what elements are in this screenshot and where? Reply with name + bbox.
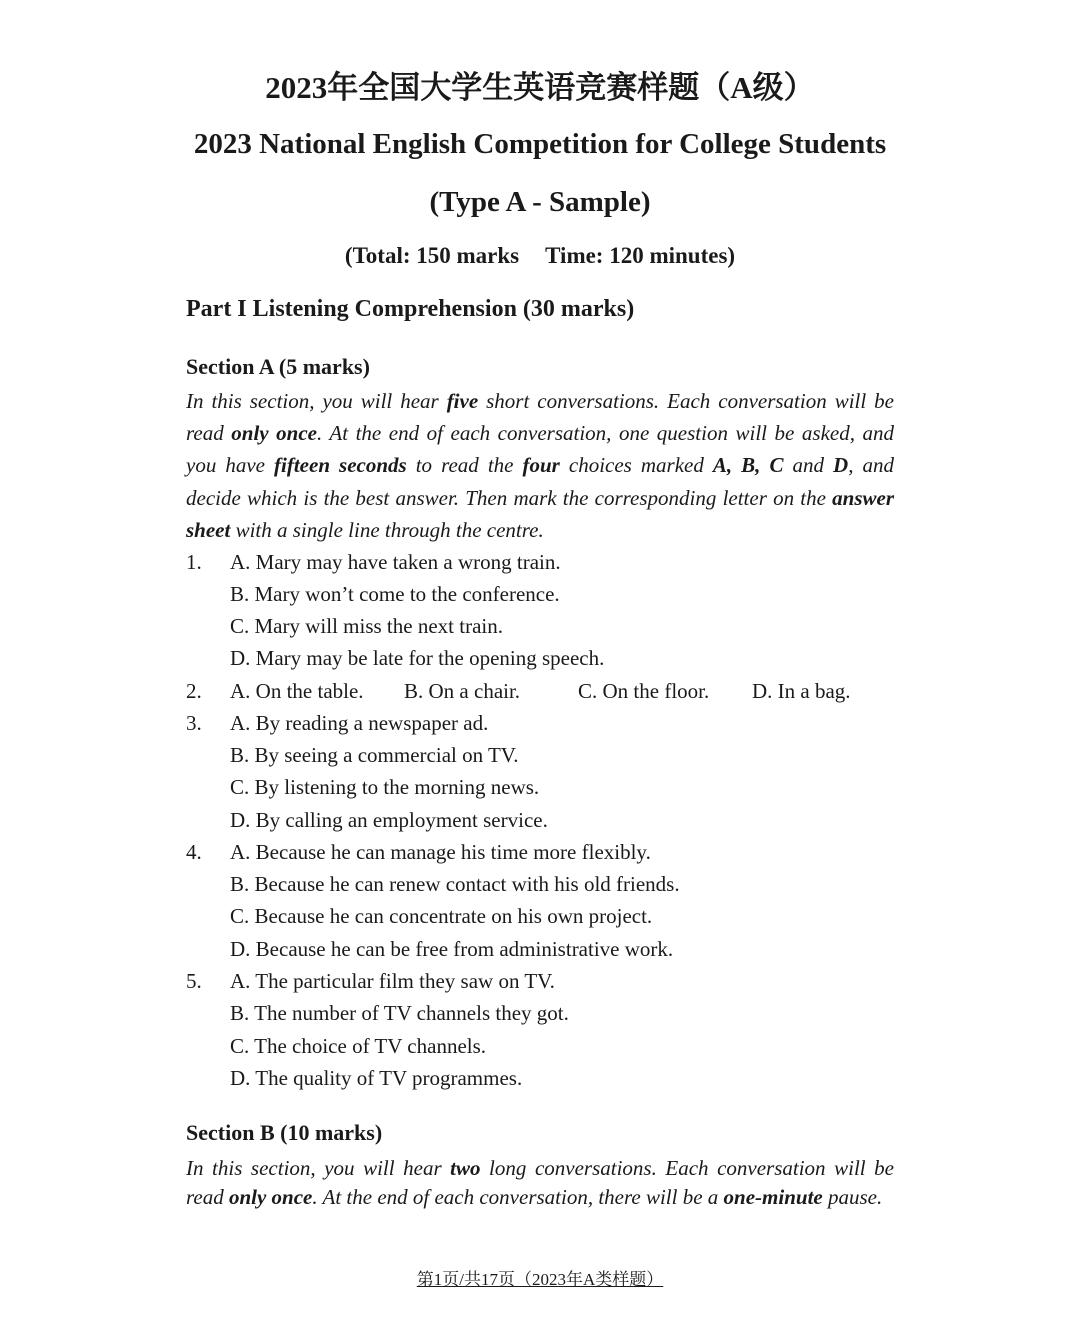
answer-option: B. The number of TV channels they got.: [230, 1001, 569, 1025]
answer-option: D. Because he can be free from administrative work.: [230, 937, 674, 961]
answer-option: D. In a bag.: [752, 679, 851, 703]
instr-emphasis: four: [522, 453, 560, 478]
question-number: 3.: [186, 711, 202, 735]
instr-text: . At the end of each conversation, there will be a: [312, 1185, 724, 1209]
answer-option: C. On the floor.: [578, 679, 710, 703]
instr-text: long conversations. Each conversation will be read: [186, 1156, 894, 1209]
instr-text: pause.: [822, 1185, 883, 1209]
instr-text: In this section, you will hear: [186, 1156, 451, 1180]
instr-emphasis: answer sheet: [186, 485, 894, 542]
instr-text: choices marked: [559, 453, 713, 478]
question-number: 1.: [186, 550, 202, 574]
instr-text: with a single line through the centre.: [230, 517, 544, 542]
page-footer: 第1页/共17页（2023年A类样题）: [416, 1270, 664, 1289]
instr-emphasis: only once: [228, 1185, 313, 1209]
section-b-heading: Section B (10 marks): [186, 1120, 383, 1145]
answer-option: A. Mary may have taken a wrong train.: [230, 550, 561, 574]
instr-emphasis: fifteen seconds: [274, 453, 407, 478]
section-a-instructions: [186, 385, 894, 546]
question-number: 5.: [186, 969, 202, 993]
instr-emphasis: five: [446, 389, 479, 413]
answer-option: B. Because he can renew contact with his old friends.: [230, 872, 680, 896]
total-marks: (Total: 150 marks: [344, 243, 520, 268]
answer-option: C. Because he can concentrate on his own project.: [230, 904, 653, 928]
instr-emphasis: A, B, C: [712, 453, 784, 478]
answer-option: B. On a chair.: [404, 679, 521, 703]
answer-option: B. Mary won’t come to the conference.: [230, 582, 560, 606]
answer-option: C. Mary will miss the next train.: [230, 614, 503, 638]
answer-option: A. On the table.: [230, 679, 364, 703]
answer-option: A. Because he can manage his time more flexibly.: [230, 840, 651, 864]
question-number: 2.: [186, 679, 202, 703]
question-number: 4.: [186, 840, 202, 864]
answer-option: D. The quality of TV programmes.: [230, 1066, 523, 1090]
instr-emphasis: one-minute: [723, 1185, 823, 1209]
instr-text: to read the: [406, 453, 523, 478]
instr-text: , and decide which is the best answer. Then mark the corresponding letter on the: [186, 453, 894, 510]
answer-option: C. The choice of TV channels.: [230, 1034, 487, 1058]
instr-emphasis: D: [833, 453, 849, 478]
title-chinese: 2023年全国大学生英语竞赛样题（A级）: [265, 70, 815, 105]
exam-meta: [0, 243, 1080, 269]
instr-emphasis: two: [450, 1156, 481, 1180]
answer-option: C. By listening to the morning news.: [230, 775, 540, 799]
answer-option: A. The particular film they saw on TV.: [230, 969, 555, 993]
part-heading: Part I Listening Comprehension (30 marks): [186, 296, 635, 322]
section-a-heading: Section A (5 marks): [186, 354, 370, 379]
answer-option: B. By seeing a commercial on TV.: [230, 743, 519, 767]
answer-option: A. By reading a newspaper ad.: [230, 711, 489, 735]
time-limit: Time: 120 minutes): [545, 243, 736, 268]
instr-emphasis: only once: [231, 421, 317, 446]
instr-text: short conversations. Each conversation will be read: [186, 389, 894, 446]
title-type: (Type A - Sample): [429, 186, 651, 218]
title-english: 2023 National English Competition for College Students: [193, 128, 887, 160]
instr-text: In this section, you will hear: [186, 389, 447, 413]
instr-text: . At the end of each conversation, one question will be asked, and you have: [186, 421, 895, 478]
section-b-instructions: [186, 1154, 894, 1212]
answer-option: D. Mary may be late for the opening speech.: [230, 646, 605, 670]
answer-option: D. By calling an employment service.: [230, 808, 548, 832]
instr-text: and: [783, 453, 834, 478]
